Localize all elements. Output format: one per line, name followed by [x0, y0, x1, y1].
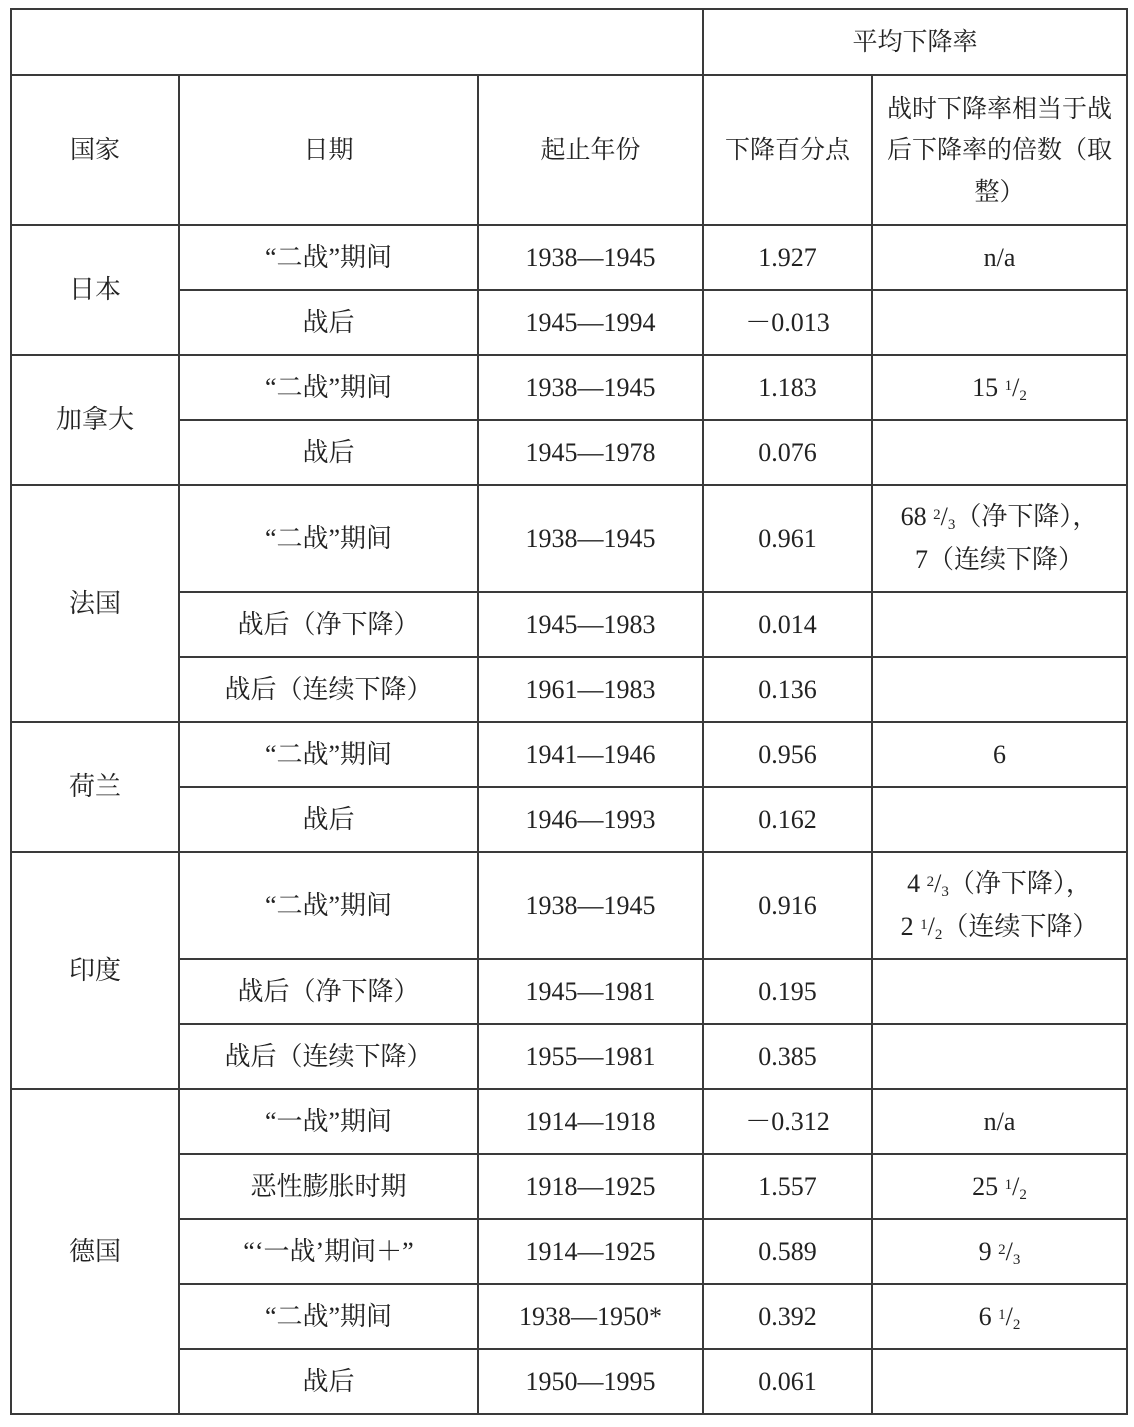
- multiple-cell: 6: [872, 722, 1127, 787]
- header-period: 日期: [179, 75, 478, 225]
- fraction-value: 9 $^2/_3$: [978, 1236, 1021, 1268]
- fraction-value: 6 $^1/_2$: [978, 1301, 1021, 1333]
- multiple-cell: [872, 290, 1127, 355]
- multiple-cell: [872, 1284, 1127, 1349]
- fraction-value: 15 $^1/_2$: [972, 372, 1027, 404]
- multiple-line: 2 $^1/_2$（连续下降）: [900, 911, 1099, 943]
- period-cell: 战后（连续下降）: [179, 657, 478, 722]
- header-years: 起止年份: [478, 75, 703, 225]
- table-row: [11, 225, 1127, 290]
- table-row: [11, 722, 1127, 787]
- decline-points-cell: 1.557: [703, 1154, 872, 1219]
- period-cell: “二战”期间: [179, 1284, 478, 1349]
- decline-points-cell: 0.956: [703, 722, 872, 787]
- table-row: [11, 592, 1127, 657]
- period-cell: “二战”期间: [179, 485, 478, 592]
- fraction-value: 25 $^1/_2$: [972, 1171, 1027, 1203]
- header-blank-cell: [11, 9, 703, 75]
- country-cell: 德国: [11, 1089, 179, 1414]
- period-cell: 战后: [179, 787, 478, 852]
- table-header: [11, 9, 1127, 225]
- table-row: [11, 1349, 1127, 1414]
- years-cell: 1938—1945: [478, 355, 703, 420]
- decline-points-cell: 0.136: [703, 657, 872, 722]
- table-body: [11, 225, 1127, 1414]
- decline-points-cell: 0.195: [703, 959, 872, 1024]
- decline-points-cell: 0.589: [703, 1219, 872, 1284]
- multiple-cell: [872, 1349, 1127, 1414]
- years-cell: 1914—1918: [478, 1089, 703, 1154]
- period-cell: “二战”期间: [179, 722, 478, 787]
- multiple-cell: [872, 1219, 1127, 1284]
- years-cell: 1938—1945: [478, 852, 703, 959]
- years-cell: 1945—1994: [478, 290, 703, 355]
- table-row: [11, 1284, 1127, 1349]
- decline-rate-table: [10, 8, 1128, 1415]
- country-cell: 日本: [11, 225, 179, 355]
- header-decline-points: 下降百分点: [703, 75, 872, 225]
- header-group-average-decline: 平均下降率: [703, 9, 1127, 75]
- period-cell: 恶性膨胀时期: [179, 1154, 478, 1219]
- table-row: [11, 1089, 1127, 1154]
- period-cell: “二战”期间: [179, 852, 478, 959]
- period-cell: “二战”期间: [179, 355, 478, 420]
- period-cell: 战后: [179, 1349, 478, 1414]
- fraction-value: 68 $^2/_3$: [900, 502, 956, 534]
- table-row: [11, 420, 1127, 485]
- multiple-cell: [872, 1154, 1127, 1219]
- period-cell: 战后（净下降）: [179, 592, 478, 657]
- fraction-value: 4 $^2/_3$: [907, 868, 949, 900]
- multiple-line: 4 $^2/_3$（净下降），: [907, 868, 1092, 900]
- years-cell: 1945—1978: [478, 420, 703, 485]
- period-cell: 战后: [179, 290, 478, 355]
- years-cell: 1938—1950*: [478, 1284, 703, 1349]
- years-cell: 1918—1925: [478, 1154, 703, 1219]
- multiple-cell: [872, 485, 1127, 592]
- years-cell: 1945—1983: [478, 592, 703, 657]
- country-cell: 荷兰: [11, 722, 179, 852]
- period-cell: 战后（净下降）: [179, 959, 478, 1024]
- years-cell: 1941—1946: [478, 722, 703, 787]
- years-cell: 1938—1945: [478, 225, 703, 290]
- table-row: [11, 290, 1127, 355]
- country-cell: 加拿大: [11, 355, 179, 485]
- decline-points-cell: 0.961: [703, 485, 872, 592]
- period-cell: 战后: [179, 420, 478, 485]
- table-row: [11, 657, 1127, 722]
- years-cell: 1914—1925: [478, 1219, 703, 1284]
- fraction-value: 2 $^1/_2$: [900, 911, 943, 943]
- decline-points-cell: 0.916: [703, 852, 872, 959]
- country-cell: 印度: [11, 852, 179, 1089]
- multiple-line: 68 $^2/_3$（净下降），: [900, 502, 1099, 534]
- multiple-cell: [872, 959, 1127, 1024]
- table-row: [11, 787, 1127, 852]
- header-multiple: 战时下降率相当于战后下降率的倍数（取整）: [872, 75, 1127, 225]
- decline-points-cell: 0.385: [703, 1024, 872, 1089]
- years-cell: 1945—1981: [478, 959, 703, 1024]
- years-cell: 1955—1981: [478, 1024, 703, 1089]
- table-row: [11, 1154, 1127, 1219]
- multiple-cell: [872, 420, 1127, 485]
- decline-points-cell: 0.392: [703, 1284, 872, 1349]
- multiple-cell: [872, 592, 1127, 657]
- period-cell: “二战”期间: [179, 225, 478, 290]
- multiple-cell: [872, 1024, 1127, 1089]
- decline-points-cell: 1.183: [703, 355, 872, 420]
- period-cell: 战后（连续下降）: [179, 1024, 478, 1089]
- decline-points-cell: 0.162: [703, 787, 872, 852]
- multiple-cell: [872, 355, 1127, 420]
- years-cell: 1950—1995: [478, 1349, 703, 1414]
- multiple-cell: n/a: [872, 225, 1127, 290]
- multiple-cell: [872, 657, 1127, 722]
- table-row: [11, 1219, 1127, 1284]
- multiple-cell: [872, 787, 1127, 852]
- multiple-line: 7（连续下降）: [915, 545, 1085, 574]
- period-cell: “‘一战’期间＋”: [179, 1219, 478, 1284]
- country-cell: 法国: [11, 485, 179, 722]
- years-cell: 1961—1983: [478, 657, 703, 722]
- multiple-cell: n/a: [872, 1089, 1127, 1154]
- period-cell: “一战”期间: [179, 1089, 478, 1154]
- decline-points-cell: －0.312: [703, 1089, 872, 1154]
- decline-points-cell: 0.014: [703, 592, 872, 657]
- table-row: [11, 959, 1127, 1024]
- table-row: [11, 852, 1127, 959]
- table-row: [11, 355, 1127, 420]
- table-row: [11, 1024, 1127, 1089]
- decline-points-cell: 1.927: [703, 225, 872, 290]
- years-cell: 1938—1945: [478, 485, 703, 592]
- decline-points-cell: 0.061: [703, 1349, 872, 1414]
- header-country: 国家: [11, 75, 179, 225]
- decline-points-cell: －0.013: [703, 290, 872, 355]
- years-cell: 1946—1993: [478, 787, 703, 852]
- multiple-cell: [872, 852, 1127, 959]
- decline-points-cell: 0.076: [703, 420, 872, 485]
- table-row: [11, 485, 1127, 592]
